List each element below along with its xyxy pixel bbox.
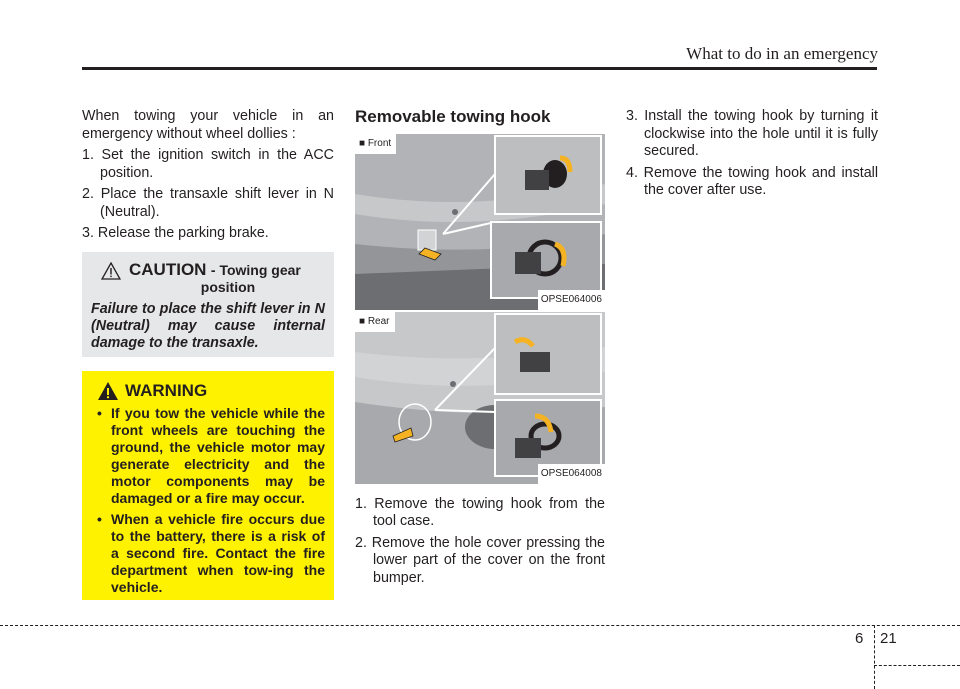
intro-text: When towing your vehicle in an emergency without wheel dollies : <box>82 108 334 142</box>
bullet: • <box>97 405 102 421</box>
figure-front <box>355 134 605 310</box>
warning-item-2-text: When a vehicle fire occurs due to the battery, there is a risk of a second fire. Contact the fire department when tow-ing the vehicle. <box>111 511 325 595</box>
figure-front-code: OPSE064006 <box>538 290 605 310</box>
middle-steps <box>355 496 605 588</box>
page-number: 21 <box>880 630 897 647</box>
step-2-remove-cover: 2. Remove the hole cover pressing the lower part of the cover on the front bumper. <box>355 534 605 586</box>
figure-rear-label: ■ Rear <box>355 312 395 333</box>
caution-body: Failure to place the shift lever in N (Neutral) may cause internal damage to the transaxle. <box>91 301 325 351</box>
caution-triangle-icon <box>101 262 121 280</box>
right-column <box>626 108 878 204</box>
caution-subtitle: - Towing gear <box>210 262 301 278</box>
header-title: What to do in an emergency <box>686 44 878 63</box>
caution-title: CAUTION <box>129 260 207 279</box>
chapter-number: 6 <box>855 630 864 647</box>
warning-triangle-icon <box>97 381 119 401</box>
figure-rear-code: OPSE064008 <box>538 464 605 484</box>
bullet: • <box>97 511 102 527</box>
warning-item-2 <box>91 511 325 596</box>
step-1-remove-hook: 1. Remove the towing hook from the tool case. <box>355 495 605 529</box>
caution-header <box>91 260 325 280</box>
figure-front-label: ■ Front <box>355 134 396 155</box>
warning-title: WARNING <box>125 381 208 400</box>
left-column <box>82 108 334 247</box>
warning-box <box>82 371 334 600</box>
step-3: 3. Release the parking brake. <box>82 225 269 241</box>
step-3-install-hook: 3. Install the towing hook by turning it clockwise into the hole until it is fully secured. <box>626 108 878 159</box>
warning-item-1 <box>91 405 325 507</box>
header-rule <box>82 67 877 70</box>
footer-rule <box>0 625 960 626</box>
warning-item-1-text: If you tow the vehicle while the front wheels are touching the ground, the vehicle motor may generate electricity and the motor components may be damaged or a fire may occur. <box>111 405 325 506</box>
middle-column <box>355 108 605 591</box>
caution-subtitle-line2: position <box>200 279 256 295</box>
footer-divider <box>874 625 875 689</box>
footer-rule-short <box>874 665 960 666</box>
step-1: 1. Set the ignition switch in the ACC position. <box>82 147 334 181</box>
section-title: Removable towing hook <box>355 107 551 126</box>
step-2: 2. Place the transaxle shift lever in N (Neutral). <box>82 186 334 220</box>
warning-header <box>97 381 325 401</box>
step-4-remove-hook: 4. Remove the towing hook and install the cover after use. <box>626 164 878 198</box>
front-bumper-illustration <box>355 134 605 310</box>
caution-box <box>82 252 334 357</box>
rear-bumper-illustration <box>355 312 605 484</box>
figure-rear <box>355 312 605 484</box>
